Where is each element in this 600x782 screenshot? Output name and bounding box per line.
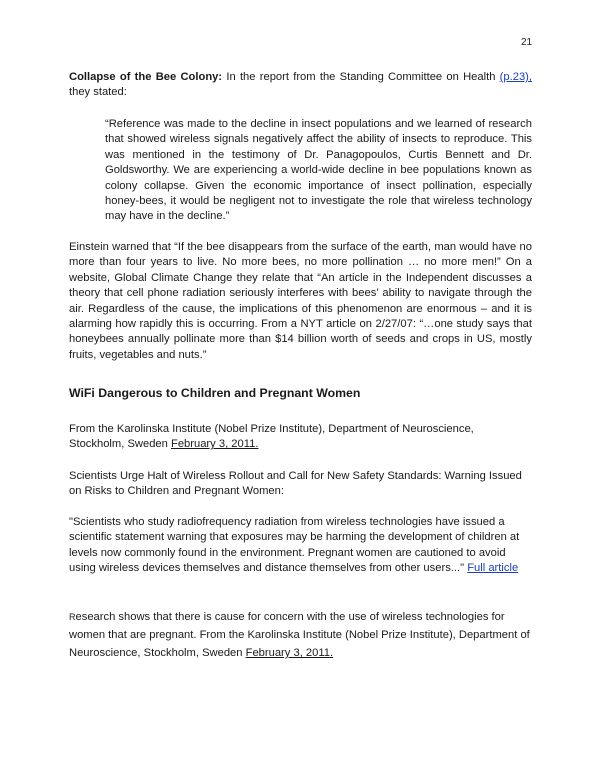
committee-quote: “Reference was made to the decline in insect populations and we learned of research that showed wireless signals negatively affect the ability of insects to reproduce. This was mentioned in the testimony of Dr. Panagopoulos, Curtis Bennett and Dr. Goldsworthy. We are experiencing a world-wide decline in bee populations known as colony collapse. Given the economic importance of insect pollination, especially honey-bees, it would be negligent not to investigate the role that wireless technology may have in the decline.”	[105, 118, 532, 223]
bee-colony-heading: Collapse of the Bee Colony:	[69, 71, 223, 83]
research-date-link[interactable]: February 3, 2011.	[245, 647, 334, 659]
intro-text: In the report from the Standing Committee on Health	[226, 71, 496, 83]
source-text: From the Karolinska Institute (Nobel Prize Institute), Department of Neuroscience, Stockholm, Sweden	[69, 423, 474, 451]
wifi-section-heading: WiFi Dangerous to Children and Pregnant Women	[69, 386, 361, 400]
research-first-letter: R	[69, 612, 76, 622]
page-number: 21	[521, 37, 533, 48]
research-paragraph	[69, 608, 532, 662]
report-page-link[interactable]: (p.23),	[499, 71, 533, 83]
scientists-quote	[69, 515, 532, 577]
scientists-quote-text: "Scientists who study radiofrequency radiation from wireless technologies have issued a scientific statement warning that exposures may be harming the development of children at levels now commonly found in the environment. Pregnant women are cautioned to avoid using wireless devices themselves and distance themselves from other users..."	[69, 516, 520, 575]
einstein-paragraph: Einstein warned that “If the bee disappears from the surface of the earth, man would have no more than four years to live. No more bees, no more pollination … no more men!” On a website, Global Climate Change they relate that “An article in the Independent discusses a theory that cell phone radiation seriously interferes with bees’ ability to navigate through the air. Regardless of the cause, the implications of this phenomenon are enormous – and it is alarming how rapidly this is occurring. From a NYT article on 2/27/07: “…one study says that honeybees annually pollinate more than $14 billion worth of seeds and crops in US, mostly fruits, vegetables and nuts.”	[69, 241, 532, 361]
bee-colony-intro	[69, 70, 532, 101]
research-text: esearch shows that there is cause for concern with the use of wireless technologies for women that are pregnant. From the Karolinska Institute (Nobel Prize Institute), Department of Neuroscience, Stockholm, Sweden	[69, 611, 530, 659]
source-date-link[interactable]: February 3, 2011.	[170, 438, 259, 451]
article-title: Scientists Urge Halt of Wireless Rollout and Call for New Safety Standards: Warning Issued on Risks to Children and Pregnant Women:	[69, 470, 522, 498]
intro-end-text: they stated:	[69, 86, 127, 99]
karolinska-source	[69, 422, 532, 453]
full-article-link[interactable]: Full article	[467, 562, 519, 575]
